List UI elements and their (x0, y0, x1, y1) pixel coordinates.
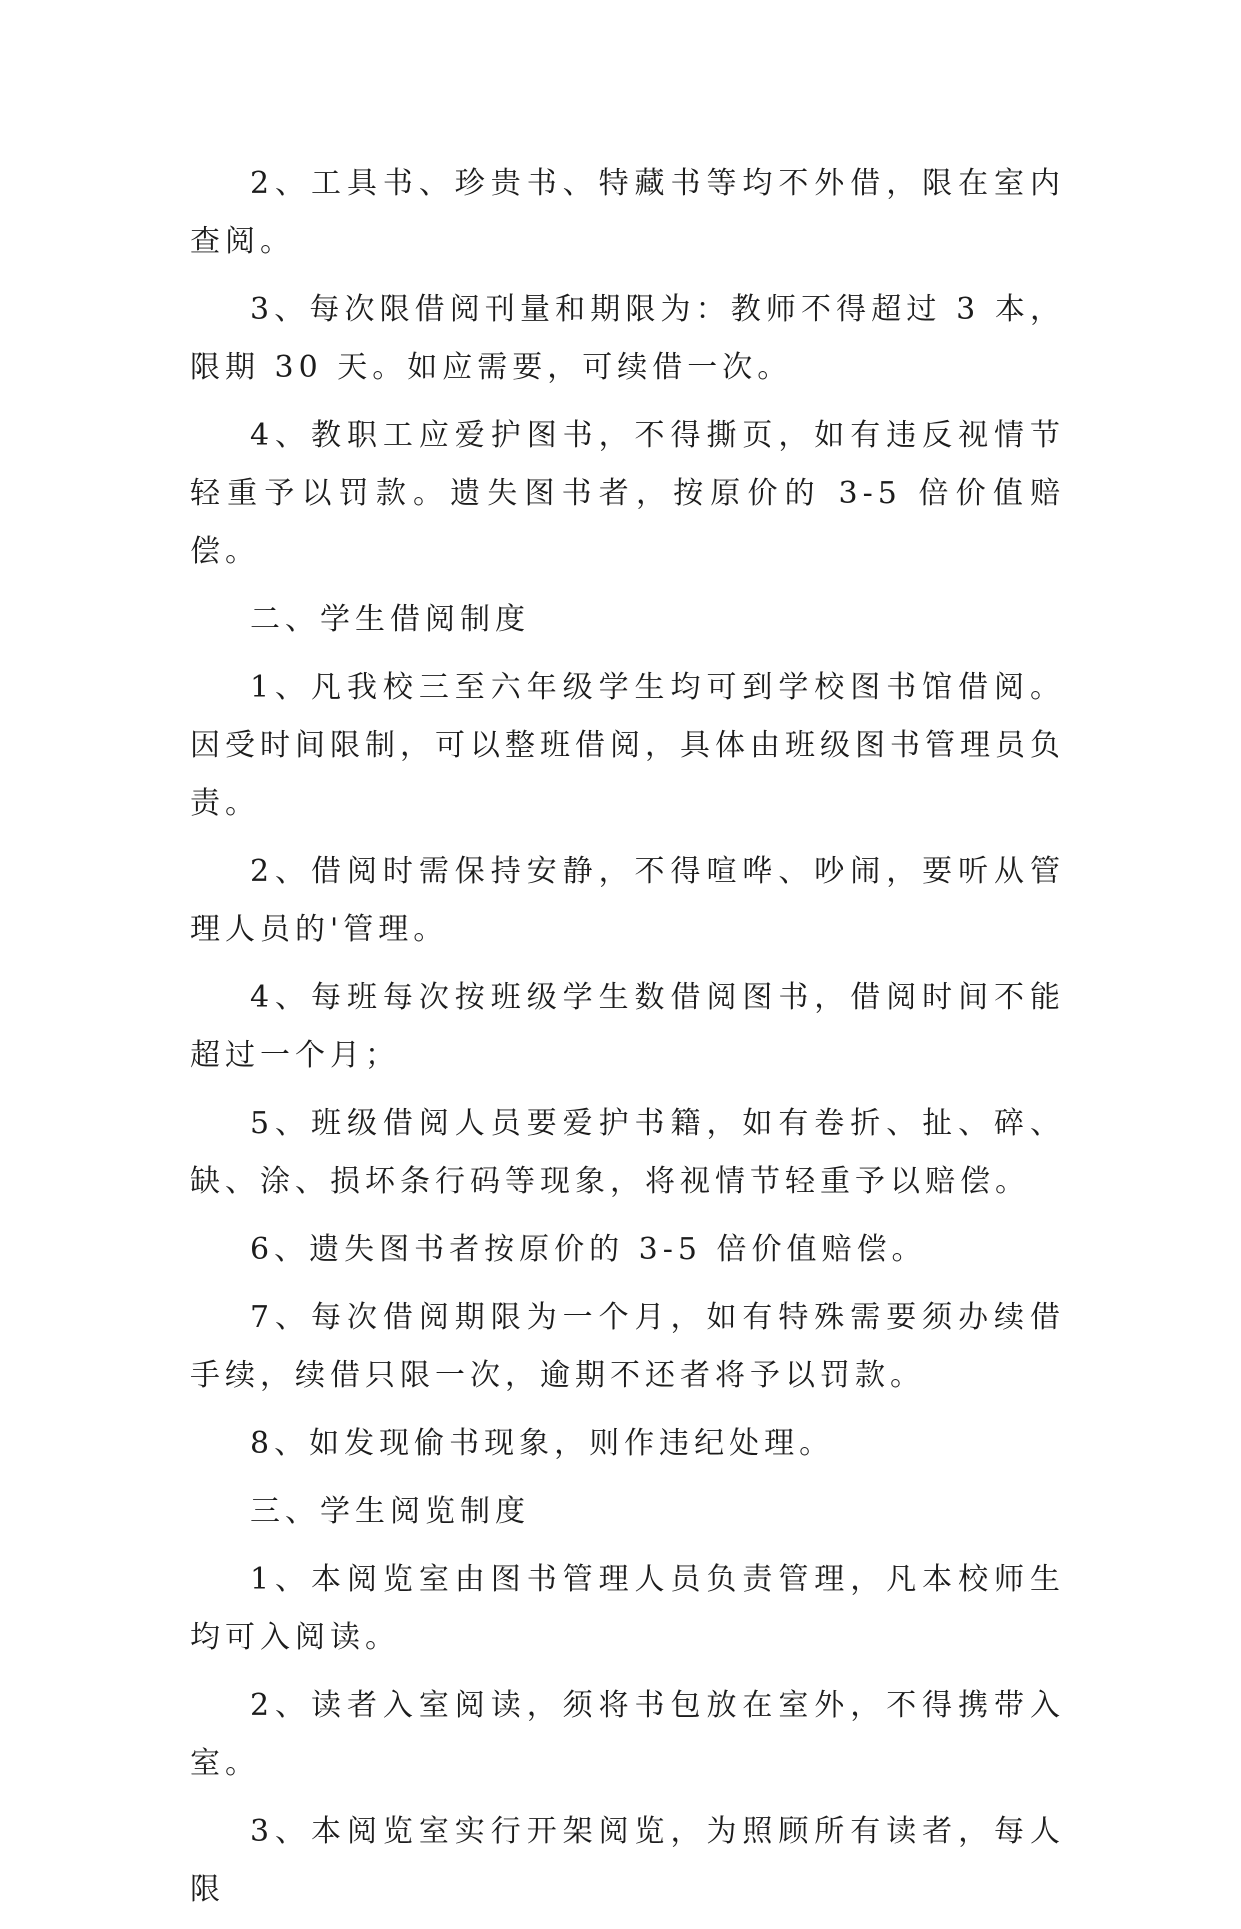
paragraph-student-rule-2: 2、借阅时需保持安静，不得喧哗、吵闹，要听从管理人员的'管理。 (190, 854, 1065, 947)
paragraph-rule-3: 3、每次限借阅刊量和期限为：教师不得超过 3 本，限期 30 天。如应需要，可续借一次。 (190, 292, 1065, 385)
document-body (190, 155, 1065, 1929)
section-heading-student-borrowing: 二、学生借阅制度 (250, 602, 530, 637)
paragraph-reading-rule-2: 2、读者入室阅读，须将书包放在室外，不得携带入室。 (190, 1688, 1065, 1781)
paragraph-rule-4: 4、教职工应爱护图书，不得撕页，如有违反视情节轻重予以罚款。遗失图书者，按原价的 3-5 倍价值赔偿。 (190, 418, 1065, 569)
paragraph-reading-rule-1: 1、本阅览室由图书管理人员负责管理，凡本校师生均可入阅读。 (190, 1562, 1065, 1655)
paragraph-rule-2: 2、工具书、珍贵书、特藏书等均不外借，限在室内查阅。 (190, 166, 1065, 259)
paragraph-student-rule-5: 5、班级借阅人员要爱护书籍，如有卷折、扯、碎、缺、涂、损坏条行码等现象，将视情节轻重予以赔偿。 (190, 1106, 1065, 1199)
paragraph-student-rule-1: 1、凡我校三至六年级学生均可到学校图书馆借阅。因受时间限制，可以整班借阅，具体由班级图书管理员负责。 (190, 670, 1065, 821)
section-heading-student-reading: 三、学生阅览制度 (250, 1494, 530, 1529)
paragraph-student-rule-4: 4、每班每次按班级学生数借阅图书，借阅时间不能超过一个月； (190, 980, 1065, 1073)
paragraph-student-rule-7: 7、每次借阅期限为一个月，如有特殊需要须办续借手续，续借只限一次，逾期不还者将予以罚款。 (190, 1300, 1065, 1393)
paragraph-student-rule-8: 8、如发现偷书现象，则作违纪处理。 (250, 1426, 835, 1461)
paragraph-reading-rule-3: 3、本阅览室实行开架阅览，为照顾所有读者，每人限 (190, 1814, 1065, 1907)
paragraph-student-rule-6: 6、遗失图书者按原价的 3-5 倍价值赔偿。 (250, 1232, 927, 1267)
